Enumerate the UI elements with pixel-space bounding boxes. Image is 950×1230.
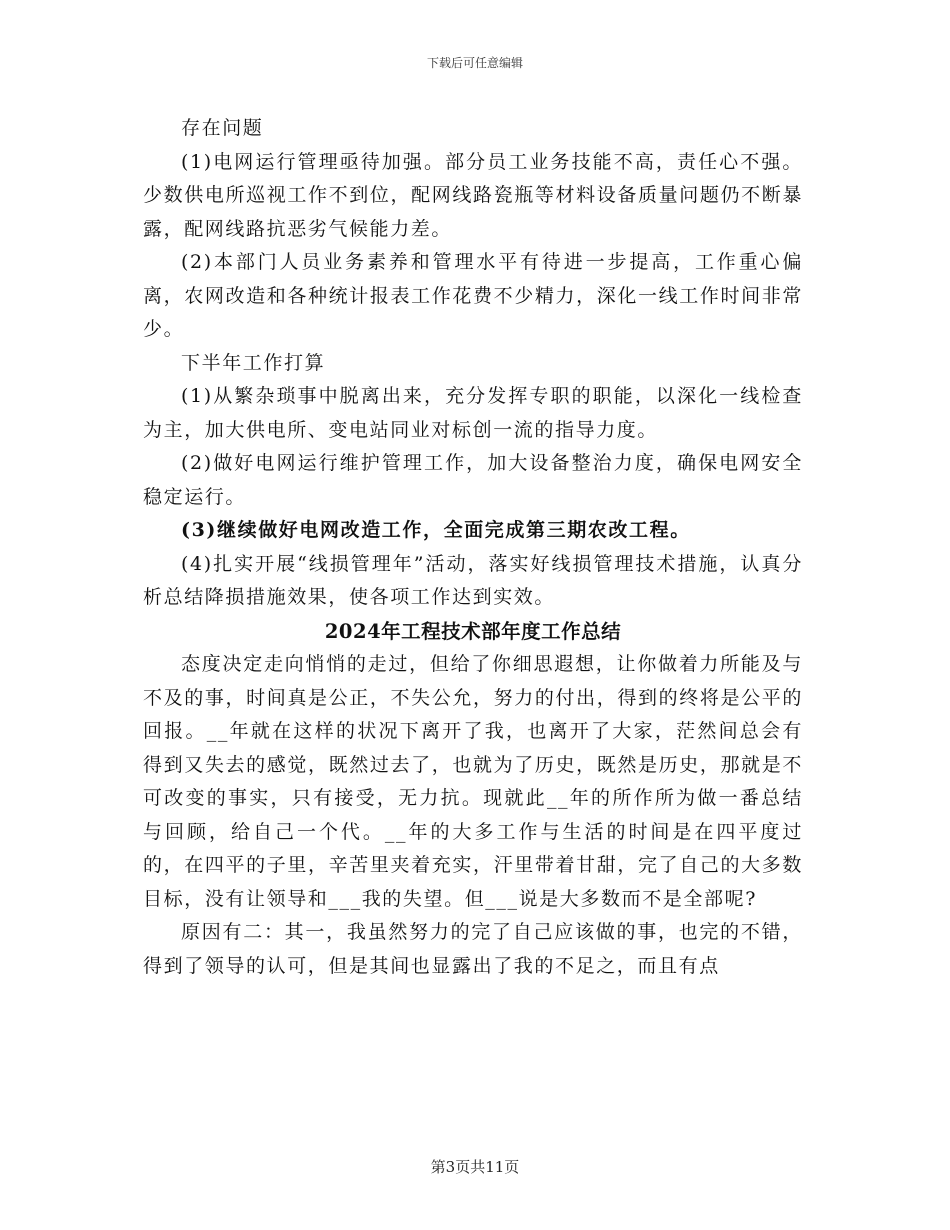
paragraph-plan-4: (4)扎实开展“线损管理年”活动，落实好线损管理技术措施，认真分析总结降损措施效果，使各项工作达到实效。	[143, 552, 803, 608]
paragraph-problem-1: (1)电网运行管理亟待加强。部分员工业务技能不高，责任心不强。少数供电所巡视工作不到位，配网线路瓷瓶等材料设备质量问题仍不断暴露，配网线路抗恶劣气候能力差。	[143, 150, 803, 240]
heading-plans: 下半年工作打算	[181, 351, 326, 374]
section-title: 2024年工程技术部年度工作总结	[324, 619, 622, 643]
paragraph-problem-2: (2)本部门人员业务素养和管理水平有待进一步提高，工作重心偏离，农网改造和各种统计报表工作花费不少精力，深化一线工作时间非常少。	[143, 251, 803, 340]
paragraph-plan-2: (2)做好电网运行维护管理工作，加大设备整治力度，确保电网安全稳定运行。	[143, 452, 803, 508]
paragraph-plan-3: (3)继续做好电网改造工作，全面完成第三期农改工程。	[181, 519, 691, 541]
paragraph-summary-1: 态度决定走向悄悄的走过，但给了你细思遐想，让你做着力所能及与不及的事，时间真是公正，不失公允，努力的付出，得到的终将是公平的回报。__年就在这样的状况下离开了我，也离开了大家，茫然间总会有得到又失去的感觉，既然过去了，也就为了历史，既然是历史，那就是不可改变的事实，只有接受，无力抗。现就此__年的所作所为做一番总结与回顾，给自己一个代。__年的大多工作与生活的时间是在四平度过的，在四平的子里，辛苦里夹着充实，汗里带着甘甜，完了自己的大多数目标，没有让领导和___我的失望。但___说是大多数而不是全部呢?	[143, 653, 803, 910]
document-body	[143, 112, 803, 983]
page-header: 下载后可任意编辑	[426, 56, 523, 70]
heading-problems: 存在问题	[181, 117, 264, 139]
paragraph-plan-1: (1)从繁杂琐事中脱离出来，充分发挥专职的职能，以深化一线检查为主，加大供电所、变电站同业对标创一流的指导力度。	[143, 385, 803, 441]
paragraph-summary-2: 原因有二：其一，我虽然努力的完了自己应该做的事，也完的不错，得到了领导的认可，但是其间也显露出了我的不足之，而且有点	[143, 921, 803, 977]
page-number: 第3页共11页	[430, 1158, 520, 1176]
